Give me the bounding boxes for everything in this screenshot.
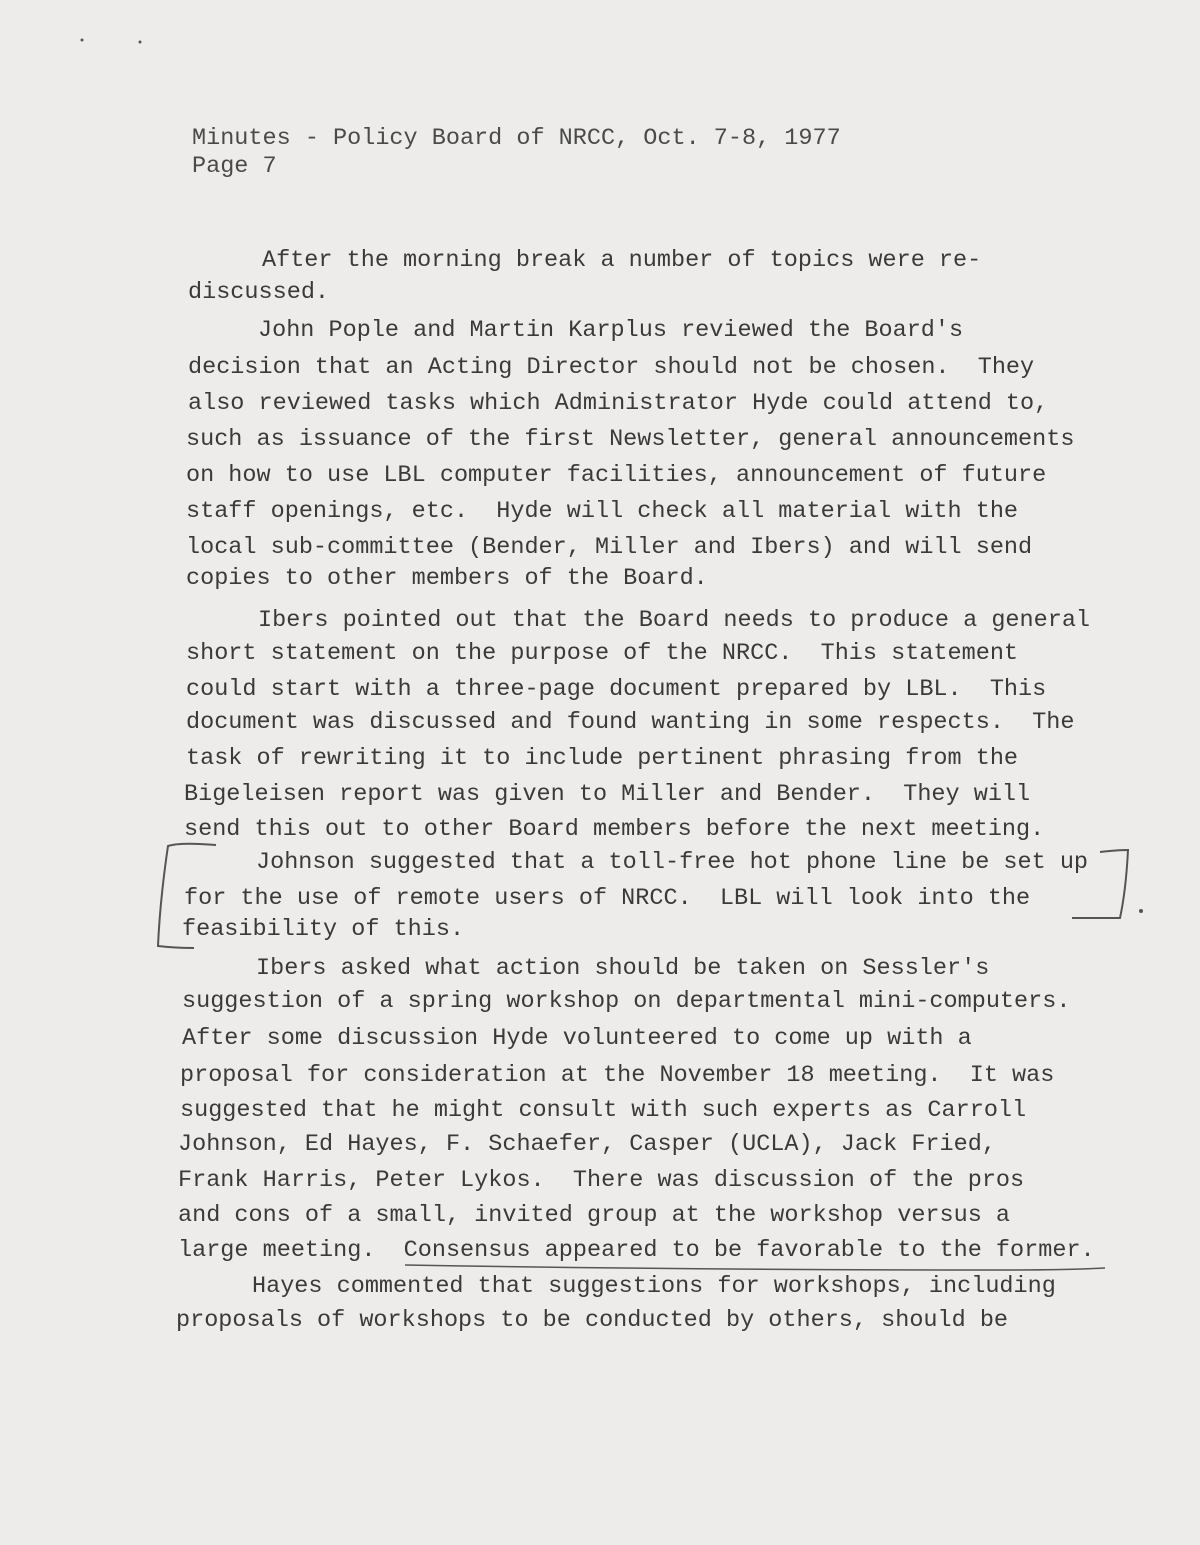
body-line: such as issuance of the first Newsletter, general announcements xyxy=(186,426,1075,453)
body-line: suggested that he might consult with such experts as Carroll xyxy=(180,1097,1027,1124)
body-line: Hayes commented that suggestions for workshops, including xyxy=(252,1273,1056,1300)
body-line: Bigeleisen report was given to Miller and Bender. They will xyxy=(184,781,1031,808)
body-line: After the morning break a number of topics were re- xyxy=(262,247,982,274)
body-line: also reviewed tasks which Administrator Hyde could attend to, xyxy=(188,390,1049,417)
header-page: Page 7 xyxy=(192,153,277,180)
body-line: Ibers pointed out that the Board needs to produce a general xyxy=(258,607,1091,634)
header-title: Minutes - Policy Board of NRCC, Oct. 7-8, 1977 xyxy=(192,125,841,152)
body-line: decision that an Acting Director should not be chosen. They xyxy=(188,354,1035,381)
body-line: proposal for consideration at the November 18 meeting. It was xyxy=(180,1062,1055,1089)
body-line: Johnson, Ed Hayes, F. Schaefer, Casper (UCLA), Jack Fried, xyxy=(178,1131,996,1158)
body-line: After some discussion Hyde volunteered to come up with a xyxy=(182,1025,972,1052)
margin-dot xyxy=(1139,909,1143,913)
body-line: document was discussed and found wanting in some respects. The xyxy=(186,709,1075,736)
body-line: task of rewriting it to include pertinent phrasing from the xyxy=(186,745,1019,772)
body-line: local sub-committee (Bender, Miller and Ibers) and will send xyxy=(186,534,1033,561)
body-line: discussed. xyxy=(188,279,330,306)
body-line: John Pople and Martin Karplus reviewed the Board's xyxy=(258,317,964,344)
body-line: proposals of workshops to be conducted by others, should be xyxy=(176,1307,1009,1334)
bracket-left-mark xyxy=(158,844,216,948)
corner-dot xyxy=(81,39,84,42)
body-line: for the use of remote users of NRCC. LBL will look into the xyxy=(184,885,1031,912)
body-line: staff openings, etc. Hyde will check all material with the xyxy=(186,498,1019,525)
bracket-right-mark xyxy=(1072,850,1128,918)
body-line: Frank Harris, Peter Lykos. There was discussion of the pros xyxy=(178,1167,1025,1194)
body-line: send this out to other Board members before the next meeting. xyxy=(184,816,1045,843)
corner-dot xyxy=(139,41,142,44)
body-line: large meeting. Consensus appeared to be favorable to the former. xyxy=(178,1237,1095,1264)
body-line: feasibility of this. xyxy=(182,916,465,943)
body-line: copies to other members of the Board. xyxy=(186,565,708,592)
body-line: Johnson suggested that a toll-free hot phone line be set up xyxy=(256,849,1089,876)
body-line: could start with a three-page document prepared by LBL. This xyxy=(186,676,1047,703)
underline-mark xyxy=(405,1265,1105,1270)
body-line: Ibers asked what action should be taken on Sessler's xyxy=(256,955,990,982)
body-line: short statement on the purpose of the NRCC. This statement xyxy=(186,640,1019,667)
body-line: suggestion of a spring workshop on departmental mini-computers. xyxy=(182,988,1071,1015)
body-line: on how to use LBL computer facilities, announcement of future xyxy=(186,462,1047,489)
body-line: and cons of a small, invited group at the workshop versus a xyxy=(178,1202,1011,1229)
